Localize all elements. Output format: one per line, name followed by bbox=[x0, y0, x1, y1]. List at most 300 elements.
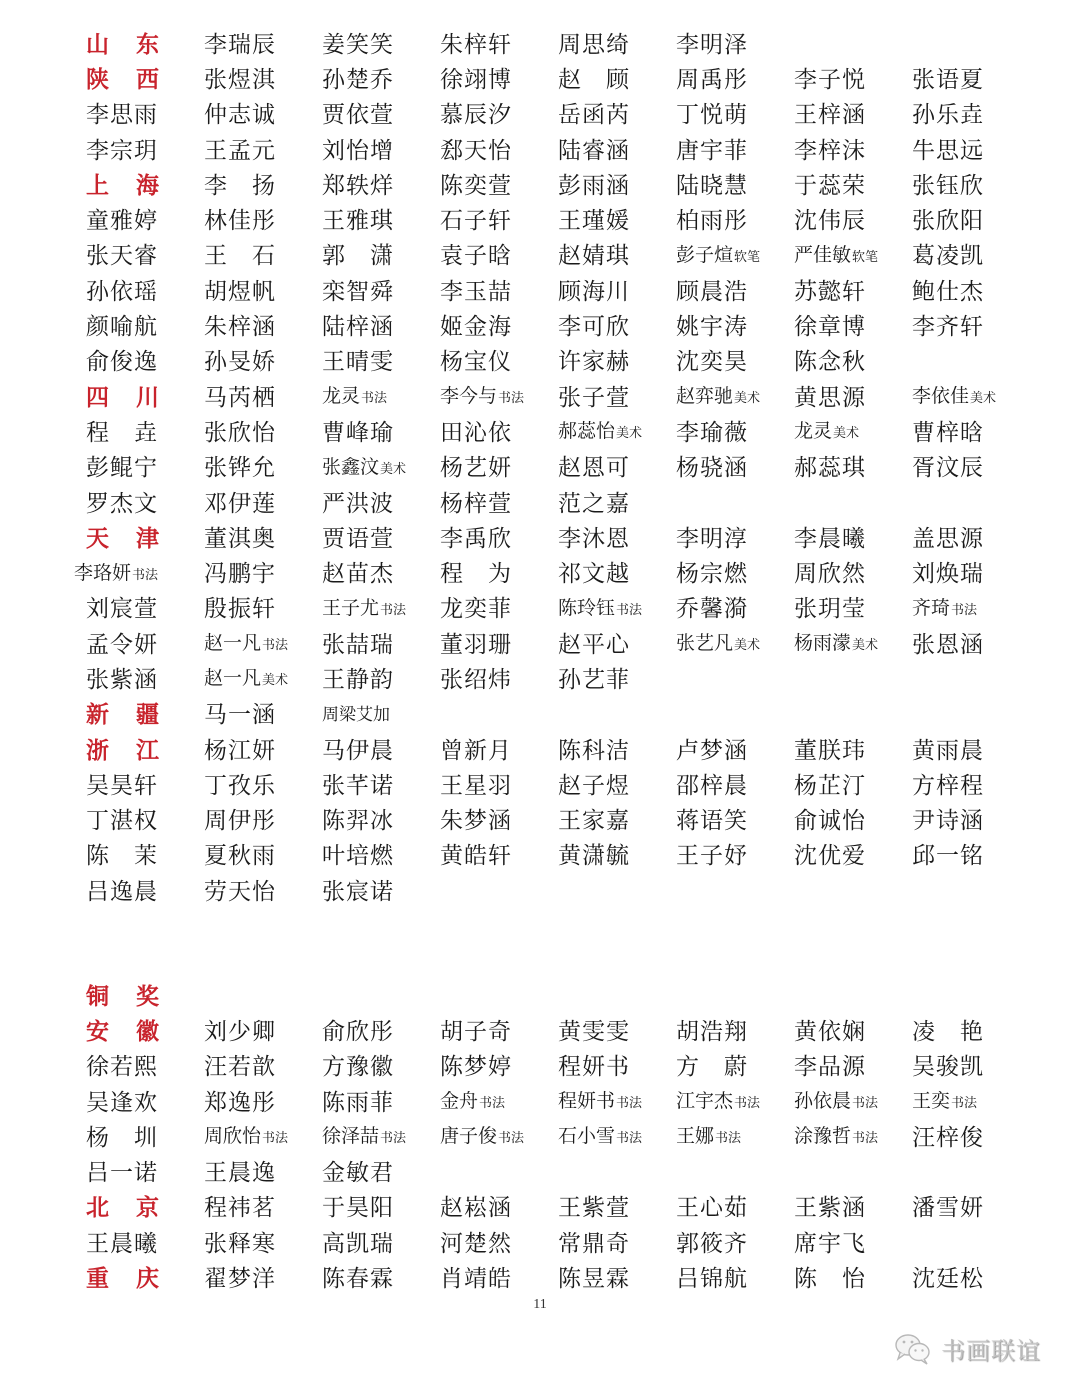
name-cell bbox=[440, 1017, 558, 1047]
student-name: 邵梓晨 bbox=[676, 772, 748, 799]
student-name: 周梁艾加 bbox=[322, 705, 390, 726]
name-cell bbox=[912, 806, 1030, 836]
name-cell bbox=[86, 418, 204, 448]
student-name: 陈雨菲 bbox=[322, 1089, 394, 1116]
name-cell bbox=[440, 277, 558, 307]
student-name: 程妍书 bbox=[558, 1090, 616, 1113]
name-cell bbox=[322, 593, 440, 626]
category-tag: 美术 bbox=[734, 391, 761, 407]
student-name: 朱梓轩 bbox=[440, 31, 512, 58]
student-name: 沈伟辰 bbox=[794, 208, 866, 235]
category-tag: 美术 bbox=[616, 426, 643, 442]
student-name: 王家嘉 bbox=[558, 808, 630, 835]
name-cell bbox=[86, 206, 204, 236]
table-row bbox=[86, 345, 1046, 380]
student-name: 王子妤 bbox=[676, 843, 748, 870]
student-name: 赵恩可 bbox=[558, 455, 630, 482]
student-name: 孙乐垚 bbox=[912, 102, 984, 129]
student-name: 胡子奇 bbox=[440, 1018, 512, 1045]
name-cell bbox=[558, 416, 676, 449]
name-cell bbox=[86, 453, 204, 483]
name-cell bbox=[204, 347, 322, 377]
name-cell bbox=[86, 136, 204, 166]
student-name: 孙旻娇 bbox=[204, 349, 276, 376]
name-cell bbox=[794, 136, 912, 166]
name-cell bbox=[440, 1086, 558, 1119]
student-name: 胥汶辰 bbox=[912, 455, 984, 482]
name-cell bbox=[440, 1229, 558, 1259]
name-cell bbox=[322, 452, 440, 485]
name-cell bbox=[86, 100, 204, 130]
name-cell bbox=[676, 1086, 794, 1119]
table-row bbox=[86, 98, 1046, 133]
student-name: 杨骁涵 bbox=[676, 455, 748, 482]
category-tag: 书法 bbox=[734, 1096, 761, 1112]
table-row bbox=[86, 592, 1046, 627]
name-cell bbox=[912, 1193, 1030, 1223]
name-cell bbox=[912, 1017, 1030, 1047]
page-number: 11 bbox=[533, 1297, 547, 1312]
name-cell bbox=[440, 524, 558, 554]
category-tag: 美术 bbox=[262, 673, 289, 689]
province-name: 重庆 bbox=[86, 1265, 160, 1293]
student-name: 李禹欣 bbox=[440, 525, 512, 552]
student-name: 程为 bbox=[440, 561, 512, 588]
name-cell bbox=[322, 524, 440, 554]
name-cell bbox=[440, 1121, 558, 1154]
name-cell bbox=[322, 841, 440, 871]
student-name: 王晨曦 bbox=[86, 1230, 158, 1257]
name-cell bbox=[204, 489, 322, 519]
name-cell bbox=[204, 1088, 322, 1118]
student-name: 慕辰汐 bbox=[440, 102, 512, 129]
student-name: 董淇奥 bbox=[204, 525, 276, 552]
student-name: 李扬 bbox=[204, 172, 276, 199]
category-tag: 书法 bbox=[262, 1131, 289, 1147]
student-name: 王星羽 bbox=[440, 772, 512, 799]
name-cell bbox=[794, 1017, 912, 1047]
name-cell bbox=[676, 312, 794, 342]
name-cell bbox=[558, 383, 676, 413]
province-label bbox=[86, 524, 204, 554]
student-name: 张煜淇 bbox=[204, 66, 276, 93]
name-cell bbox=[676, 136, 794, 166]
name-cell bbox=[440, 665, 558, 695]
student-name: 陆梓涵 bbox=[322, 314, 394, 341]
table-row bbox=[86, 1050, 1046, 1085]
name-cell bbox=[794, 312, 912, 342]
name-cell bbox=[794, 1264, 912, 1294]
student-name: 颜喻航 bbox=[86, 314, 158, 341]
name-cell bbox=[676, 628, 794, 661]
student-name: 陈玲钰 bbox=[558, 596, 616, 619]
name-cell bbox=[558, 593, 676, 626]
name-cell bbox=[322, 100, 440, 130]
name-cell bbox=[558, 206, 676, 236]
name-cell bbox=[558, 1193, 676, 1223]
name-cell bbox=[676, 240, 794, 273]
student-name: 王雅琪 bbox=[322, 208, 394, 235]
category-tag: 书法 bbox=[852, 1096, 879, 1112]
table-row bbox=[86, 27, 1046, 62]
student-name: 李思雨 bbox=[86, 102, 158, 129]
category-tag: 书法 bbox=[380, 1131, 407, 1147]
name-cell bbox=[86, 1052, 204, 1082]
name-cell bbox=[794, 171, 912, 201]
name-cell bbox=[322, 418, 440, 448]
name-cell bbox=[204, 30, 322, 60]
name-cell bbox=[912, 559, 1030, 589]
name-cell bbox=[440, 65, 558, 95]
name-cell bbox=[86, 312, 204, 342]
name-cell bbox=[794, 206, 912, 236]
name-cell bbox=[204, 453, 322, 483]
student-name: 于蕊荣 bbox=[794, 172, 866, 199]
student-name: 吴骏凯 bbox=[912, 1054, 984, 1081]
name-cell bbox=[204, 594, 322, 624]
student-name: 孟令妍 bbox=[86, 631, 158, 658]
name-cell bbox=[558, 312, 676, 342]
province-label bbox=[86, 1017, 204, 1047]
student-name: 陈茉 bbox=[86, 843, 158, 870]
award-list-upper bbox=[74, 27, 1046, 909]
student-name: 王奕 bbox=[912, 1090, 951, 1113]
student-name: 李瑞辰 bbox=[204, 31, 276, 58]
student-name: 张宸诺 bbox=[322, 878, 394, 905]
name-cell bbox=[558, 489, 676, 519]
name-cell bbox=[676, 524, 794, 554]
student-name: 王梓涵 bbox=[794, 102, 866, 129]
category-tag: 书法 bbox=[715, 1131, 742, 1147]
name-cell bbox=[676, 771, 794, 801]
student-name: 牛思远 bbox=[912, 137, 984, 164]
student-name: 金舟 bbox=[440, 1090, 479, 1113]
wechat-icon bbox=[893, 1333, 933, 1365]
student-name: 席宇飞 bbox=[794, 1230, 866, 1257]
name-cell bbox=[558, 559, 676, 589]
name-cell bbox=[794, 416, 912, 449]
table-row bbox=[86, 380, 1046, 415]
name-cell bbox=[676, 65, 794, 95]
student-name: 程垚 bbox=[86, 419, 158, 446]
name-cell bbox=[86, 241, 204, 271]
category-tag: 书法 bbox=[852, 1131, 879, 1147]
student-name: 赵弈驰 bbox=[676, 385, 734, 408]
student-name: 周欣怡 bbox=[204, 1125, 262, 1148]
category-tag: 软笔 bbox=[734, 249, 761, 265]
category-tag: 美术 bbox=[380, 461, 407, 477]
name-cell bbox=[558, 1052, 676, 1082]
student-name: 杨江妍 bbox=[204, 737, 276, 764]
category-tag: 美术 bbox=[970, 391, 997, 407]
student-name: 杨宝仪 bbox=[440, 349, 512, 376]
name-cell bbox=[322, 1088, 440, 1118]
student-name: 唐子俊 bbox=[440, 1125, 498, 1148]
province-name: 陕西 bbox=[86, 65, 160, 93]
name-cell bbox=[322, 736, 440, 766]
student-name: 陈昱霖 bbox=[558, 1266, 630, 1293]
name-cell bbox=[440, 381, 558, 414]
province-name: 天津 bbox=[86, 524, 160, 552]
student-name: 岳函芮 bbox=[558, 102, 630, 129]
name-cell bbox=[322, 771, 440, 801]
student-name: 汪若歆 bbox=[204, 1054, 276, 1081]
name-cell bbox=[440, 489, 558, 519]
name-cell bbox=[912, 1123, 1030, 1153]
student-name: 郄天怡 bbox=[440, 137, 512, 164]
student-name: 石小雪 bbox=[558, 1125, 616, 1148]
student-name: 马一涵 bbox=[204, 702, 276, 729]
table-row bbox=[86, 698, 1046, 733]
table-row bbox=[86, 1085, 1046, 1120]
name-cell bbox=[86, 347, 204, 377]
student-name: 赵一凡 bbox=[204, 667, 262, 690]
name-cell bbox=[322, 381, 440, 414]
name-cell bbox=[794, 524, 912, 554]
student-name: 马芮栖 bbox=[204, 384, 276, 411]
student-name: 黄皓轩 bbox=[440, 843, 512, 870]
student-name: 栾智舜 bbox=[322, 278, 394, 305]
name-cell bbox=[440, 312, 558, 342]
student-name: 严佳敏 bbox=[794, 243, 852, 266]
student-name: 王晴雯 bbox=[322, 349, 394, 376]
name-cell bbox=[204, 206, 322, 236]
name-cell bbox=[676, 381, 794, 414]
name-cell bbox=[440, 736, 558, 766]
province-name: 上海 bbox=[86, 171, 160, 199]
name-cell bbox=[558, 347, 676, 377]
category-tag: 书法 bbox=[380, 602, 407, 618]
name-cell bbox=[912, 524, 1030, 554]
name-cell bbox=[86, 630, 204, 660]
student-name: 林佳彤 bbox=[204, 208, 276, 235]
student-name: 祁文越 bbox=[558, 561, 630, 588]
table-row bbox=[86, 839, 1046, 874]
name-cell bbox=[676, 1229, 794, 1259]
student-name: 江宇杰 bbox=[676, 1090, 734, 1113]
student-name: 叶培燃 bbox=[322, 843, 394, 870]
name-cell bbox=[440, 418, 558, 448]
name-cell bbox=[86, 806, 204, 836]
student-name: 彭子煊 bbox=[676, 243, 734, 266]
student-name: 王静韵 bbox=[322, 666, 394, 693]
category-tag: 书法 bbox=[951, 1096, 978, 1112]
name-cell bbox=[912, 771, 1030, 801]
student-name: 李瑜薇 bbox=[676, 419, 748, 446]
name-cell bbox=[322, 630, 440, 660]
category-tag: 书法 bbox=[132, 567, 159, 583]
name-cell bbox=[74, 558, 192, 591]
student-name: 郝蕊琪 bbox=[794, 455, 866, 482]
student-name: 许家赫 bbox=[558, 349, 630, 376]
province-label bbox=[86, 736, 204, 766]
student-name: 吕一诺 bbox=[86, 1160, 158, 1187]
name-cell bbox=[204, 628, 322, 661]
table-row bbox=[86, 1155, 1046, 1190]
name-cell bbox=[794, 771, 912, 801]
name-cell bbox=[676, 30, 794, 60]
name-cell bbox=[912, 65, 1030, 95]
name-cell bbox=[912, 171, 1030, 201]
student-name: 程祎茗 bbox=[204, 1195, 276, 1222]
name-cell bbox=[440, 30, 558, 60]
category-tag: 美术 bbox=[734, 638, 761, 654]
student-name: 丁湛权 bbox=[86, 808, 158, 835]
student-name: 王子尤 bbox=[322, 596, 380, 619]
province-label bbox=[86, 383, 204, 413]
student-name: 唐宇菲 bbox=[676, 137, 748, 164]
student-name: 郑轶烊 bbox=[322, 172, 394, 199]
student-name: 冯鹏宇 bbox=[204, 561, 276, 588]
student-name: 吕逸晨 bbox=[86, 878, 158, 905]
name-cell bbox=[794, 1086, 912, 1119]
table-row bbox=[86, 168, 1046, 203]
name-cell bbox=[86, 877, 204, 907]
name-cell bbox=[794, 277, 912, 307]
student-name: 方蔚 bbox=[676, 1054, 748, 1081]
name-cell bbox=[322, 559, 440, 589]
category-tag: 软笔 bbox=[852, 249, 879, 265]
name-cell bbox=[676, 171, 794, 201]
student-name: 陈科洁 bbox=[558, 737, 630, 764]
category-tag: 书法 bbox=[361, 391, 388, 407]
name-cell bbox=[440, 806, 558, 836]
name-cell bbox=[558, 630, 676, 660]
name-cell bbox=[912, 1264, 1030, 1294]
province-name: 四川 bbox=[86, 383, 160, 411]
name-cell bbox=[440, 347, 558, 377]
province-name: 铜奖 bbox=[86, 982, 160, 1010]
name-cell bbox=[794, 1121, 912, 1154]
name-cell bbox=[558, 1229, 676, 1259]
name-cell bbox=[676, 277, 794, 307]
name-cell bbox=[558, 665, 676, 695]
student-name: 王紫涵 bbox=[794, 1195, 866, 1222]
name-cell bbox=[794, 559, 912, 589]
name-cell bbox=[794, 806, 912, 836]
student-name: 黄潇毓 bbox=[558, 843, 630, 870]
student-name: 田沁依 bbox=[440, 419, 512, 446]
student-name: 陈羿冰 bbox=[322, 808, 394, 835]
name-cell bbox=[204, 1193, 322, 1223]
student-name: 张铧允 bbox=[204, 455, 276, 482]
award-list-bronze bbox=[86, 979, 1046, 1297]
student-name: 胡浩翔 bbox=[676, 1018, 748, 1045]
name-cell bbox=[912, 381, 1030, 414]
name-cell bbox=[912, 100, 1030, 130]
student-name: 李明淳 bbox=[676, 525, 748, 552]
name-cell bbox=[86, 594, 204, 624]
name-cell bbox=[794, 1229, 912, 1259]
table-row bbox=[86, 1120, 1046, 1155]
student-name: 张释寒 bbox=[204, 1230, 276, 1257]
student-name: 刘宸萱 bbox=[86, 596, 158, 623]
student-name: 朱梦涵 bbox=[440, 808, 512, 835]
student-name: 周欣然 bbox=[794, 561, 866, 588]
name-cell bbox=[204, 312, 322, 342]
student-name: 董羽珊 bbox=[440, 631, 512, 658]
name-cell bbox=[676, 347, 794, 377]
name-cell bbox=[440, 206, 558, 236]
student-name: 劳天怡 bbox=[204, 878, 276, 905]
name-cell bbox=[322, 1193, 440, 1223]
student-name: 刘少卿 bbox=[204, 1018, 276, 1045]
student-name: 张恩涵 bbox=[912, 631, 984, 658]
name-cell bbox=[558, 1086, 676, 1119]
name-cell bbox=[912, 630, 1030, 660]
student-name: 凌艳 bbox=[912, 1018, 984, 1045]
name-cell bbox=[794, 347, 912, 377]
student-name: 张欣阳 bbox=[912, 208, 984, 235]
province-label bbox=[86, 700, 204, 730]
category-tag: 美术 bbox=[852, 638, 879, 654]
province-label bbox=[86, 171, 204, 201]
table-row bbox=[86, 486, 1046, 521]
student-name: 石子轩 bbox=[440, 208, 512, 235]
name-cell bbox=[322, 312, 440, 342]
student-name: 严洪波 bbox=[322, 490, 394, 517]
student-name: 李品源 bbox=[794, 1054, 866, 1081]
name-cell bbox=[322, 1052, 440, 1082]
student-name: 姜笑笑 bbox=[322, 31, 394, 58]
student-name: 姬金海 bbox=[440, 314, 512, 341]
student-name: 沈优爱 bbox=[794, 843, 866, 870]
student-name: 龙奕菲 bbox=[440, 596, 512, 623]
student-name: 杨芷汀 bbox=[794, 772, 866, 799]
student-name: 李珞妍 bbox=[74, 561, 132, 584]
table-row bbox=[86, 662, 1046, 697]
student-name: 赵一凡 bbox=[204, 632, 262, 655]
student-name: 涂豫哲 bbox=[794, 1125, 852, 1148]
name-cell bbox=[322, 241, 440, 271]
student-name: 龙灵 bbox=[794, 420, 833, 443]
student-name: 方梓程 bbox=[912, 772, 984, 799]
student-name: 郭潇 bbox=[322, 243, 394, 270]
name-cell bbox=[558, 30, 676, 60]
category-tag: 书法 bbox=[616, 1131, 643, 1147]
name-cell bbox=[794, 65, 912, 95]
name-cell bbox=[676, 1193, 794, 1223]
name-cell bbox=[912, 241, 1030, 271]
student-name: 夏秋雨 bbox=[204, 843, 276, 870]
student-name: 葛凌凯 bbox=[912, 243, 984, 270]
student-name: 俞欣彤 bbox=[322, 1018, 394, 1045]
table-row bbox=[86, 133, 1046, 168]
name-cell bbox=[676, 206, 794, 236]
student-name: 丁孜乐 bbox=[204, 772, 276, 799]
name-cell bbox=[322, 171, 440, 201]
name-cell bbox=[794, 453, 912, 483]
student-name: 赵子煜 bbox=[558, 772, 630, 799]
name-cell bbox=[204, 1158, 322, 1188]
province-label bbox=[86, 1193, 204, 1223]
student-name: 乔馨漪 bbox=[676, 596, 748, 623]
student-name: 王孟元 bbox=[204, 137, 276, 164]
student-name: 盖思源 bbox=[912, 525, 984, 552]
student-name: 杨梓萱 bbox=[440, 490, 512, 517]
student-name: 黄依娴 bbox=[794, 1018, 866, 1045]
student-name: 张语夏 bbox=[912, 66, 984, 93]
name-cell bbox=[204, 241, 322, 271]
name-cell bbox=[558, 277, 676, 307]
name-cell bbox=[912, 841, 1030, 871]
name-cell bbox=[86, 665, 204, 695]
student-name: 顾海川 bbox=[558, 278, 630, 305]
name-cell bbox=[676, 453, 794, 483]
student-name: 李玉喆 bbox=[440, 278, 512, 305]
student-name: 邓伊莲 bbox=[204, 490, 276, 517]
name-cell bbox=[204, 877, 322, 907]
